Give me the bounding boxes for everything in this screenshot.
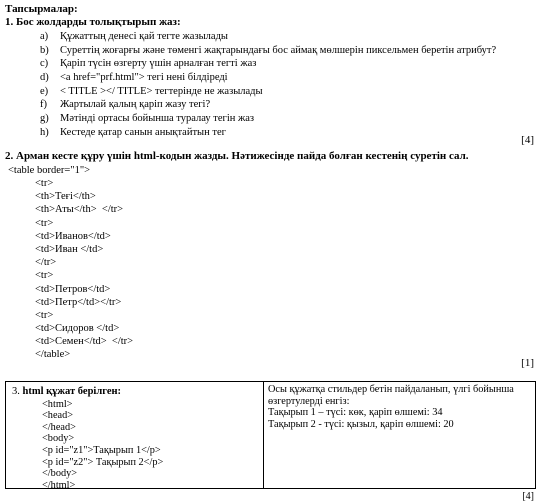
item-letter: d) bbox=[40, 72, 49, 84]
list-item bbox=[40, 71, 496, 85]
code-line: <p id="z2"> Тақырып 2</p> bbox=[42, 456, 164, 468]
item-letter: e) bbox=[40, 85, 49, 97]
list-item bbox=[40, 112, 496, 126]
task2-code-block bbox=[35, 177, 133, 362]
code-line: <tr> bbox=[35, 217, 54, 229]
code-line: <tr> bbox=[35, 270, 54, 282]
item-text: Құжаттың денесі қай тегте жазылады bbox=[60, 31, 228, 42]
item-text: < TITLE ></ TITLE> тегтерінде не жазылады bbox=[60, 85, 263, 97]
task3-title-text: html құжат берілген: bbox=[22, 386, 122, 397]
code-line: </tr> bbox=[35, 257, 57, 269]
item-letter: a) bbox=[40, 31, 49, 42]
code-line: <td>Петров</td> bbox=[35, 283, 111, 295]
item-text: Қаріп түсін өзгерту үшін арналған тегті жаз bbox=[60, 58, 257, 70]
task1-title: 1. Бос жолдарды толықтырып жаз: bbox=[5, 16, 181, 28]
list-item bbox=[40, 57, 496, 71]
code-line: <html> bbox=[42, 398, 73, 410]
task3-score: [4] bbox=[522, 491, 534, 502]
task3-title bbox=[12, 385, 263, 399]
code-line: </table> bbox=[35, 349, 71, 361]
code-line: <p id="z1">Тақырып 1</p> bbox=[42, 444, 161, 456]
code-line: <td>Сидоров </td> bbox=[35, 323, 120, 335]
instruction-line: Тақырып 2 - түсі: қызыл, қаріп өлшемі: 20 bbox=[268, 418, 454, 430]
code-line-table-open: <table border="1"> bbox=[8, 165, 91, 176]
task3-number: 3. bbox=[12, 386, 20, 397]
item-letter: h) bbox=[40, 126, 49, 138]
instruction-line: Осы құжатқа стильдер бетін пайдаланып, үлгі бойынша bbox=[268, 384, 514, 395]
code-line: <body> bbox=[42, 433, 75, 445]
task3-code-cell bbox=[6, 382, 264, 491]
item-text: Мәтінді ортасы бойынша туралау тегін жаз bbox=[60, 113, 255, 125]
code-line: </html> bbox=[42, 479, 76, 491]
item-text: <a href="prf.html"> тегі нені білдіреді bbox=[60, 72, 228, 84]
task2-title: 2. Арман кесте құру үшін html-кодын жазды. Нәтижесінде пайда болған кестенің суретін сал. bbox=[5, 150, 469, 162]
task3-code-block bbox=[12, 399, 263, 492]
code-line: <th>Аты</th> </tr> bbox=[35, 204, 124, 216]
list-item bbox=[40, 44, 496, 58]
task2-score: [1] bbox=[521, 357, 534, 369]
code-line: <tr> bbox=[35, 309, 54, 321]
instruction-line: Тақырып 1 – түсі: көк, қаріп өлшемі: 34 bbox=[268, 407, 443, 419]
task1-score: [4] bbox=[521, 134, 534, 146]
code-line: </body> bbox=[42, 468, 78, 480]
item-letter: f) bbox=[40, 99, 47, 111]
list-item bbox=[40, 30, 496, 44]
instruction-line: өзгертулерді енгіз: bbox=[268, 395, 350, 407]
item-text: Жартылай қалың қаріп жазу тегі? bbox=[60, 99, 211, 111]
item-text: Кестеде қатар санын анықтайтын тег bbox=[60, 126, 226, 138]
task1-question-list bbox=[40, 30, 496, 140]
code-line: <th>Теғі</th> bbox=[35, 191, 96, 203]
item-letter: c) bbox=[40, 58, 49, 70]
item-letter: g) bbox=[40, 113, 49, 125]
code-line: <head> bbox=[42, 410, 74, 422]
code-line: <td>Иван </td> bbox=[35, 243, 104, 255]
list-item bbox=[40, 98, 496, 112]
page-heading: Тапсырмалар: bbox=[5, 3, 78, 15]
code-line: <tr> bbox=[35, 178, 54, 189]
code-line: <td>Иванов</td> bbox=[35, 230, 111, 242]
code-line: <td>Семен</td> </tr> bbox=[35, 336, 134, 348]
item-letter: b) bbox=[40, 44, 49, 56]
task3-table bbox=[5, 381, 536, 489]
code-line: </head> bbox=[42, 421, 76, 433]
item-text: Суреттің жоғарғы және төменгі жақтарындағы бос аймақ мөлшерін пиксельмен беретін атрибут? bbox=[60, 44, 497, 56]
task3-instruction-cell bbox=[264, 382, 535, 488]
list-item bbox=[40, 85, 496, 99]
list-item bbox=[40, 126, 496, 140]
code-line: <td>Петр</td></tr> bbox=[35, 296, 122, 308]
